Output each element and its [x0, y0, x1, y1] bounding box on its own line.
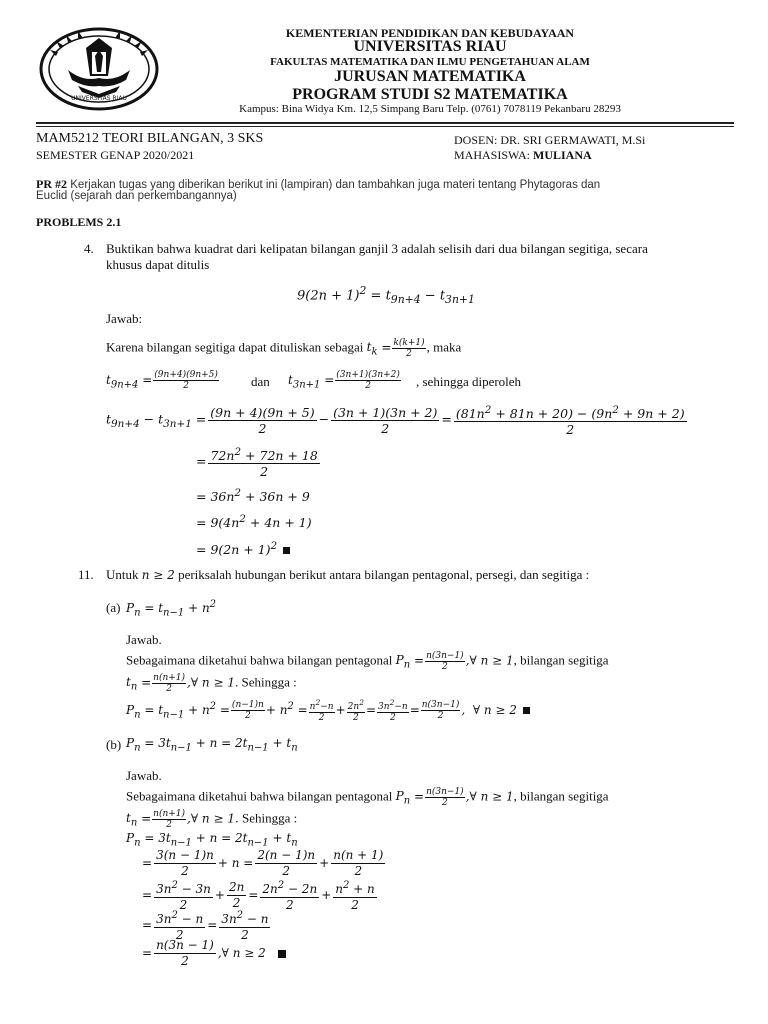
semester: SEMESTER GENAP 2020/2021	[36, 148, 195, 162]
part-b-step-1: $P_n = 3t_{n-1} + n = 2t_{n-1} + t_n$	[126, 831, 298, 849]
problems-title: PROBLEMS 2.1	[36, 215, 122, 229]
part-a-jawab: Jawab.	[126, 632, 162, 647]
difference-step-1: $t_{9n+4} - t_{3n+1}$ = $\frac{(9n + 4)(9n + 5)}{2}$ − $\frac{(3n + 1)(3n + 2)}{2}$ = $\frac{(81n^2 + 81n + 20) - (9n^2 + 9n + 2)}{2}$	[106, 404, 685, 438]
qed-icon	[523, 707, 530, 714]
part-b-formula: $P_n = 3t_{n-1} + n = 2t_{n-1} + t_n$	[126, 736, 298, 754]
student: MAHASISWA: MULIANA	[454, 148, 592, 162]
part-b-step-5: = $\frac{n(3n - 1)}{2}$ ,∀ n ≥ 2	[142, 938, 286, 969]
address-line: Kampus: Bina Widya Km. 12,5 Simpang Baru Telp. (0761) 7078119 Pekanbaru 28293	[239, 103, 621, 115]
program-line: PROGRAM STUDI S2 MATEMATIKA	[292, 86, 568, 103]
part-a-triangular: $t_n$ = $\frac{n(n+1)}{2}$ ,∀ n ≥ 1. Sehingga :	[126, 673, 297, 694]
course-title: MAM5212 TEORI BILANGAN, 3 SKS	[36, 131, 264, 146]
header-divider-thin	[36, 126, 734, 127]
part-b-jawab: Jawab.	[126, 768, 162, 783]
qed-icon	[283, 547, 290, 554]
part-b-step-2: = $\frac{3(n - 1)n}{2}$ + n = $\frac{2(n - 1)n}{2}$ + $\frac{n(n + 1)}{2}$	[142, 848, 384, 878]
problem-4-formula: $9(2n + 1)^2 = t_{9n+4} - t_{3n+1}$	[297, 284, 475, 306]
header-divider	[36, 122, 734, 124]
difference-step-3: = $36n^2 + 36n + 9$	[196, 487, 310, 505]
problem-4-statement-2: khusus dapat ditulis	[106, 257, 210, 272]
problem-4-number: 4.	[84, 241, 94, 256]
difference-step-4: = $9(4n^2 + 4n + 1)$	[196, 513, 312, 531]
t3n1-definition: $t_{3n+1}$ = $\frac{(3n+1)(3n+2)}{2}$	[288, 370, 400, 391]
dan-word: dan	[251, 374, 270, 389]
svg-text:UNIVERSITAS RIAU: UNIVERSITAS RIAU	[71, 95, 127, 102]
t9n4-definition: $t_{9n+4}$ = $\frac{(9n+4)(9n+5)}{2}$	[106, 370, 218, 391]
ministry-line: KEMENTERIAN PENDIDIKAN DAN KEBUDAYAAN	[285, 26, 575, 40]
instruction-text: Kerjakan tugas yang diberikan berikut ini (lampiran) dan tambahkan juga materi tentang Phytagoras dan	[70, 179, 601, 191]
problem-11-intro: Untuk n ≥ 2 periksalah hubungan berikut antara bilangan pentagonal, persegi, dan segitiga :	[106, 567, 590, 582]
problem-4-jawab: Jawab:	[106, 311, 143, 326]
student-name: MULIANA	[533, 148, 592, 162]
part-a-formula: $P_n = t_{n-1} + n^2$	[126, 599, 217, 619]
university-logo	[38, 26, 160, 112]
qed-icon	[278, 950, 286, 958]
part-b-step-4: = $\frac{3n^2 - n}{2}$ = $\frac{3n^2 - n}{2}$	[142, 910, 269, 942]
problem-11-number: 11.	[78, 567, 94, 582]
difference-step-5: = $9(2n + 1)^2$	[196, 540, 290, 557]
assignment-label: PR #2	[36, 177, 67, 191]
difference-step-2: = $\frac{72n^2 + 72n + 18}{2}$	[196, 446, 318, 480]
part-b-triangular: $t_n$ = $\frac{n(n+1)}{2}$ ,∀ n ≥ 1. Sehingga :	[126, 809, 298, 830]
sehingga-diperoleh: , sehingga diperoleh	[416, 374, 522, 389]
lecturer: DOSEN: DR. SRI GERMAWATI, M.Si	[454, 133, 646, 147]
part-a-pentagonal: Sebagaimana diketahui bahwa bilangan pentagonal $P_n$ = $\frac{n(3n-1)}{2}$ ,∀ n ≥ 1, bilangan segitiga	[126, 651, 609, 672]
part-a-derivation: $P_n = t_{n-1} + n^2$ = $\frac{(n-1)n}{2}$ + $n^2$ = $\frac{n^2-n}{2}$ + $\frac{2n^2}{2}$ = $\frac{3n^2-n}{2}$ = $\frac{n(3n-1)}{2}$ , ∀ n ≥ 2	[126, 698, 530, 723]
part-b-pentagonal: Sebagaimana diketahui bahwa bilangan pentagonal $P_n$ = $\frac{n(3n-1)}{2}$ ,∀ n ≥ 1, bilangan segitiga	[126, 787, 609, 808]
university-name: UNIVERSITAS RIAU	[353, 38, 507, 55]
problem-4-statement: Buktikan bahwa kuadrat dari kelipatan bilangan ganjil 3 adalah selisih dari dua bilangan segitiga, secara	[106, 241, 648, 256]
part-b-label: (b)	[106, 737, 122, 752]
faculty-line: FAKULTAS MATEMATIKA DAN ILMU PENGETAHUAN ALAM	[270, 56, 590, 68]
part-a-label: (a)	[106, 600, 121, 615]
department-line: JURUSAN MATEMATIKA	[334, 68, 526, 85]
triangular-definition: Karena bilangan segitiga dapat dituliskan sebagai $t_k$ = $\frac{k(k+1)}{2}$ , maka	[106, 338, 462, 359]
assignment-instruction-2: Euclid (sejarah dan perkembangannya)	[36, 190, 237, 202]
part-b-step-3: = $\frac{3n^2 - 3n}{2}$ + $\frac{2n}{2}$ = $\frac{2n^2 - 2n}{2}$ + $\frac{n^2 + n}{2}$	[142, 880, 375, 912]
